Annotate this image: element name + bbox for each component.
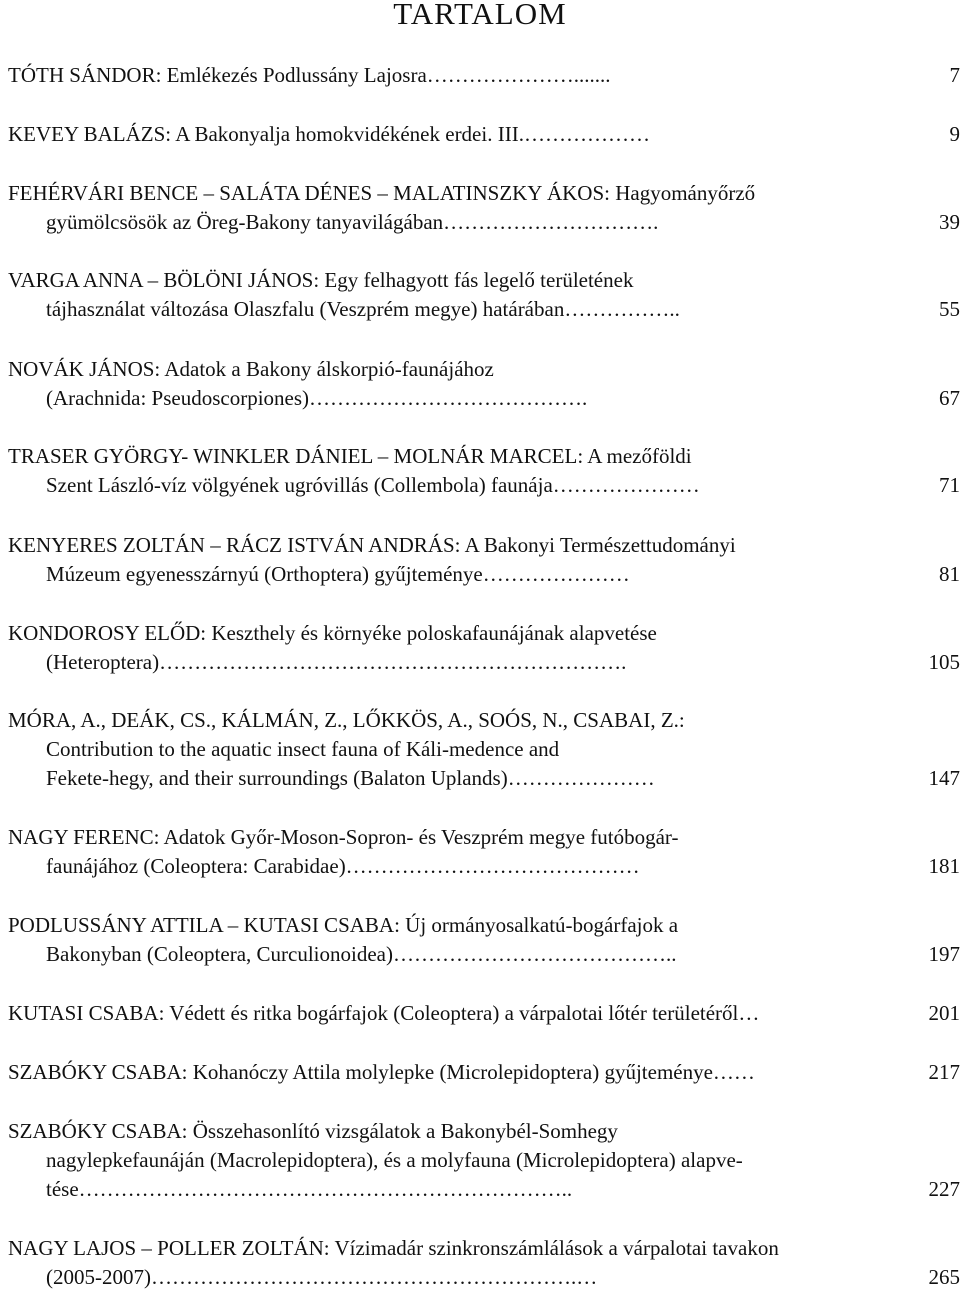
toc-entry-continuation: gyümölcsösök az Öreg-Bakony tanyavilágában………………………….: [46, 210, 659, 234]
toc-entry-heading: FEHÉRVÁRI BENCE – SALÁTA DÉNES – MALATINSZKY ÁKOS: Hagyományőrző: [8, 181, 756, 205]
toc-entry[interactable]: [8, 911, 960, 969]
toc-entry-continuation: Contribution to the aquatic insect fauna of Káli-medence and: [46, 737, 560, 761]
toc-page-number: 7: [949, 63, 960, 87]
toc-entry-continuation: (Heteroptera)………………………………………………………….: [46, 650, 627, 674]
toc-entry-continuation: tése……………………………………………………………..: [46, 1177, 573, 1201]
toc-entry[interactable]: [8, 1117, 960, 1204]
toc-entry[interactable]: [8, 1058, 960, 1087]
toc-entry-heading: TRASER GYÖRGY- WINKLER DÁNIEL – MOLNÁR MARCEL: A mezőföldi: [8, 444, 692, 468]
toc-page-number: 71: [939, 473, 960, 497]
toc-entry-continuation: tájhasználat változása Olaszfalu (Veszprém megye) határában……………..: [46, 297, 680, 321]
toc-page-number: 227: [928, 1177, 960, 1201]
toc-entry-heading: KUTASI CSABA: Védett és ritka bogárfajok (Coleoptera) a várpalotai lőtér területéről…: [8, 1001, 760, 1025]
toc-entry-continuation: Múzeum egyenesszárnyú (Orthoptera) gyűjteménye…………………: [46, 562, 630, 586]
toc-entry-heading: PODLUSSÁNY ATTILA – KUTASI CSABA: Új ormányosalkatú-bogárfajok a: [8, 913, 679, 937]
toc-entry[interactable]: [8, 355, 960, 413]
toc-page-number: 105: [928, 650, 960, 674]
toc-entry[interactable]: [8, 179, 960, 237]
toc-entry[interactable]: [8, 61, 960, 90]
toc-entry-heading: SZABÓKY CSABA: Összehasonlító vizsgálatok a Bakonybél-Somhegy: [8, 1119, 618, 1143]
toc-page-number: 81: [939, 562, 960, 586]
toc-entry[interactable]: [8, 999, 960, 1028]
toc-entry-continuation: Bakonyban (Coleoptera, Curculionoidea)…………………………………..: [46, 942, 677, 966]
toc-entry-heading: KENYERES ZOLTÁN – RÁCZ ISTVÁN ANDRÁS: A Bakonyi Természettudományi: [8, 533, 736, 557]
page-title: TARTALOM: [393, 0, 567, 31]
toc-page-number: 9: [949, 122, 960, 146]
toc-page-number: 181: [928, 854, 960, 878]
toc-entry-heading: TÓTH SÁNDOR: Emlékezés Podlussány Lajosra………………….......: [8, 63, 611, 87]
toc-entry[interactable]: [8, 442, 960, 500]
toc-entry-continuation: (2005-2007)…………………………………………………….…: [46, 1265, 598, 1289]
toc-entry-heading: NAGY FERENC: Adatok Győr-Moson-Sopron- és Veszprém megye futóbogár-: [8, 825, 679, 849]
toc-page-number: 265: [928, 1265, 960, 1289]
toc-page-number: 197: [928, 942, 960, 966]
toc-entry-heading: NAGY LAJOS – POLLER ZOLTÁN: Vízimadár szinkronszámlálások a várpalotai tavakon: [8, 1236, 779, 1260]
toc-page-number: 201: [928, 1001, 960, 1025]
toc-entry-heading: NOVÁK JÁNOS: Adatok a Bakony álskorpió-faunájához: [8, 357, 494, 381]
toc-entry-continuation: nagylepkefaunáján (Macrolepidoptera), és a molyfauna (Microlepidoptera) alapve-: [46, 1148, 743, 1172]
toc-entry-continuation: Szent László-víz völgyének ugróvillás (Collembola) faunája…………………: [46, 473, 700, 497]
toc-page-number: 67: [939, 386, 960, 410]
toc-page-number: 39: [939, 210, 960, 234]
toc-entry[interactable]: [8, 531, 960, 589]
toc-page-number: 217: [928, 1060, 960, 1084]
toc-entry-continuation: Fekete-hegy, and their surroundings (Balaton Uplands)…………………: [46, 766, 655, 790]
toc-entry[interactable]: [8, 619, 960, 677]
toc-entry-continuation: faunájához (Coleoptera: Carabidae)……………………………………: [46, 854, 640, 878]
toc-entry-continuation: (Arachnida: Pseudoscorpiones)………………………………….: [46, 386, 588, 410]
toc-entry-heading: VARGA ANNA – BÖLÖNI JÁNOS: Egy felhagyott fás legelő területének: [8, 268, 634, 292]
toc-entry-heading: KEVEY BALÁZS: A Bakonyalja homokvidékének erdei. III.………………: [8, 122, 650, 146]
toc-page-number: 147: [928, 766, 960, 790]
toc-entry-heading: MÓRA, A., DEÁK, CS., KÁLMÁN, Z., LŐKKÖS, A., SOÓS, N., CSABAI, Z.:: [8, 708, 685, 732]
toc-entry[interactable]: [8, 120, 960, 149]
toc-entry[interactable]: [8, 266, 960, 324]
toc-entry[interactable]: [8, 823, 960, 881]
toc-entry[interactable]: [8, 1234, 960, 1292]
toc-page-number: 55: [939, 297, 960, 321]
toc-entry[interactable]: [8, 706, 960, 793]
toc-entry-heading: SZABÓKY CSABA: Kohanóczy Attila molylepke (Microlepidoptera) gyűjteménye……: [8, 1060, 755, 1084]
toc-entry-heading: KONDOROSY ELŐD: Keszthely és környéke poloskafaunájának alapvetése: [8, 621, 657, 645]
